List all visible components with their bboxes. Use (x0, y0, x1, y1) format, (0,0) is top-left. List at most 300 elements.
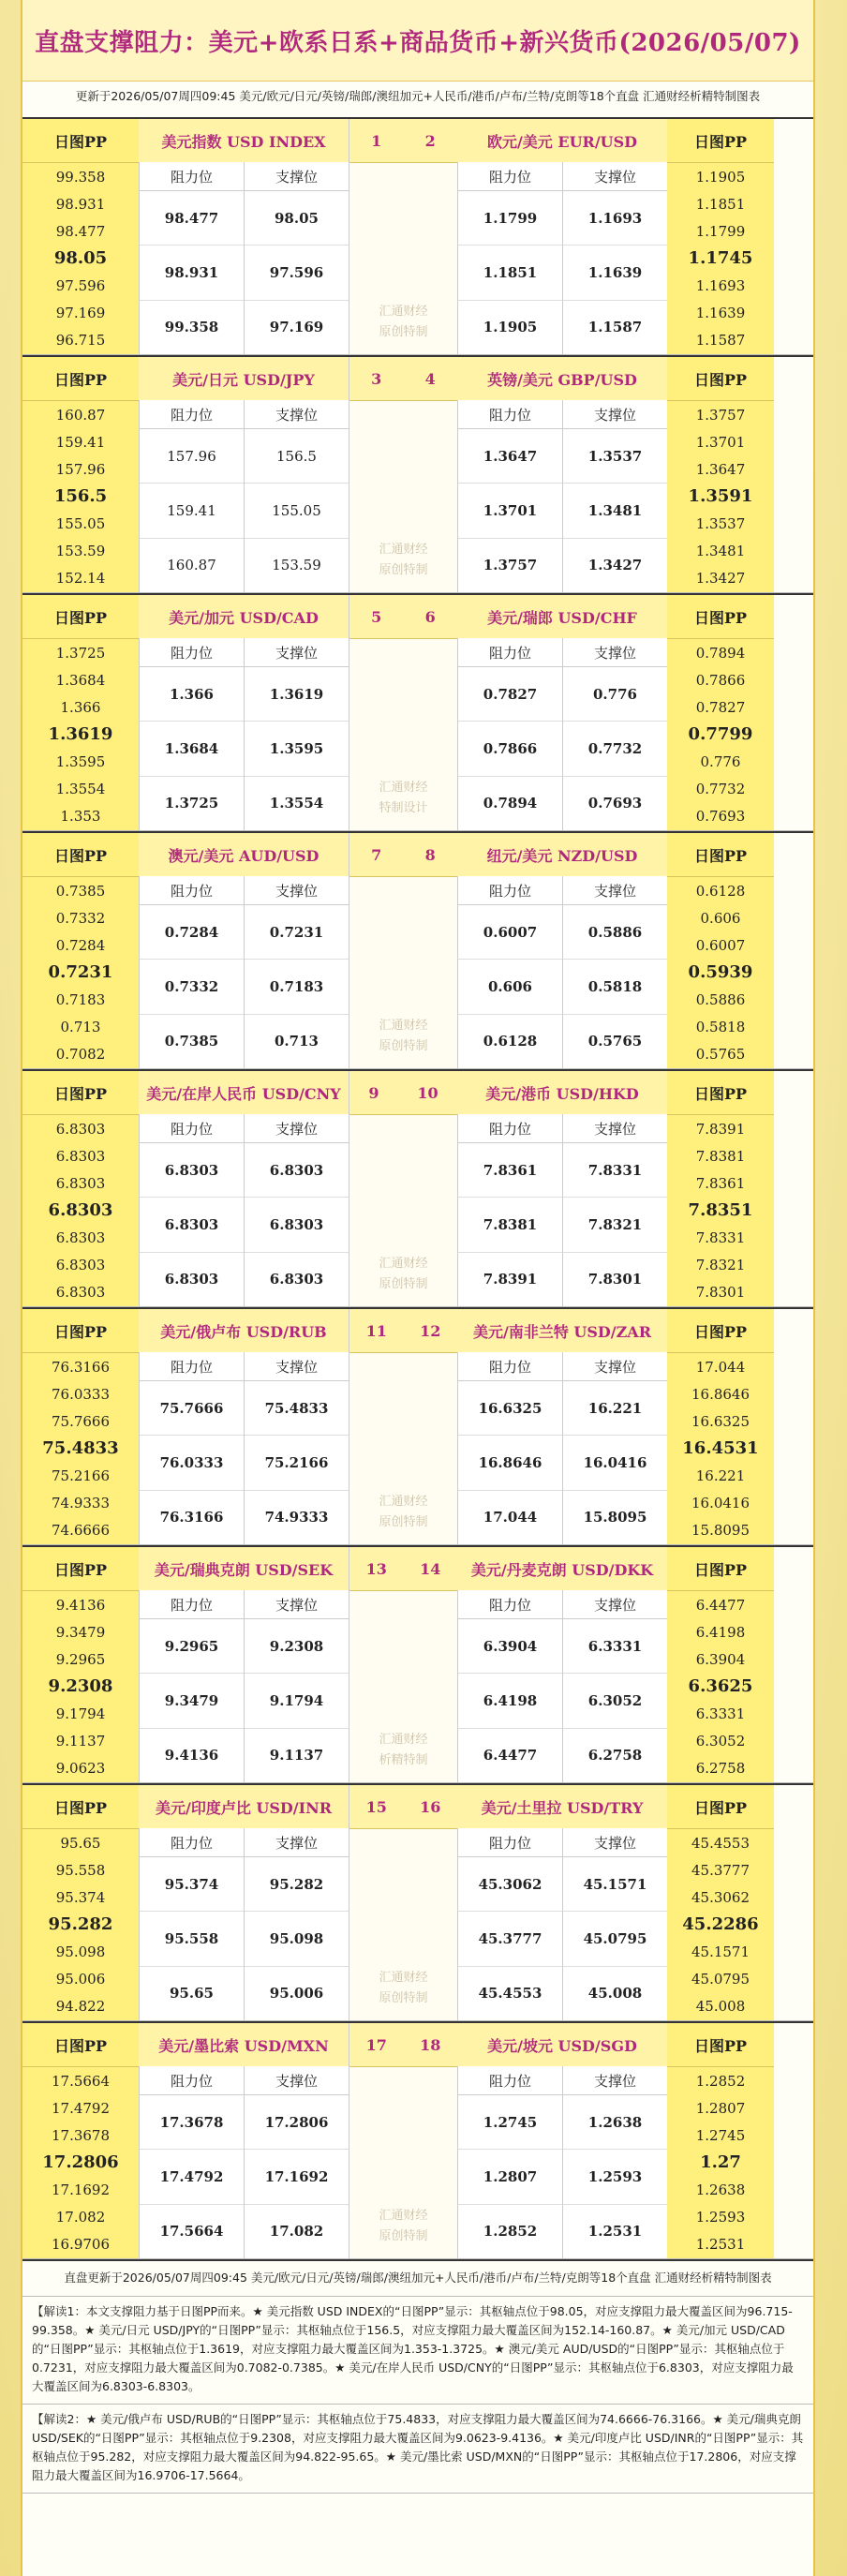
middle-column (349, 2023, 457, 2258)
support-value: 0.7183 (245, 960, 349, 1014)
resistance-value: 1.3647 (458, 429, 562, 484)
page-title: 直盘支撑阻力：美元+欧系日系+商品货币+新兴货币(2026/05/07) (22, 0, 813, 82)
resistance-label: 阻力位 (140, 162, 244, 191)
resistance-value: 1.1799 (458, 191, 562, 246)
pp-level-value: 1.3481 (695, 543, 746, 560)
pp-level-value: 7.8381 (695, 1147, 746, 1165)
support-value: 15.8095 (583, 1509, 647, 1526)
support-label: 支撑位 (563, 1590, 667, 1619)
support-value: 1.1693 (563, 191, 667, 246)
pp-level-value: 7.8391 (695, 1120, 746, 1138)
pair-name: 美元/瑞典克朗 USD/SEK (139, 1547, 349, 1591)
pp-level-value: 95.558 (55, 1861, 106, 1879)
watermark-text: 原创特制 (379, 1277, 428, 1291)
pp-level-value: 0.7732 (695, 781, 746, 798)
resistance-label: 阻力位 (140, 1828, 244, 1857)
pp-level-value: 7.8321 (695, 1257, 746, 1274)
pp-level-value: 74.9333 (51, 1495, 111, 1512)
support-label: 支撑位 (563, 2066, 667, 2095)
watermark-area (349, 1115, 457, 1306)
support-column (562, 638, 667, 830)
resistance-label: 阻力位 (458, 400, 562, 429)
pp-level-value: 74.6666 (51, 1522, 111, 1540)
pp-level-value: 6.4477 (695, 1596, 746, 1614)
right-pair-block (457, 595, 667, 830)
support-column (244, 638, 349, 830)
pp-header: 日图PP (667, 1309, 774, 1353)
pp-level-value: 6.3052 (695, 1733, 746, 1750)
support-value: 0.5818 (563, 960, 667, 1014)
pp-level-value: 16.221 (695, 1467, 746, 1485)
middle-column (349, 1309, 457, 1544)
support-value: 1.1639 (563, 246, 667, 300)
resistance-value: 0.7284 (140, 905, 244, 960)
pp-level-value: 6.8303 (55, 1174, 106, 1192)
pp-level-value: 1.3537 (695, 515, 746, 533)
pair-row (22, 117, 813, 355)
pp-level-value: 1.2745 (695, 2126, 746, 2144)
pp-level-value: 95.65 (60, 1834, 101, 1852)
pivot-value: 9.2308 (48, 1676, 113, 1697)
watermark-text: 汇通财经 (379, 1495, 428, 1509)
resistance-value: 1.1851 (458, 246, 562, 300)
resistance-label: 阻力位 (140, 1352, 244, 1381)
resistance-label: 阻力位 (140, 2066, 244, 2095)
pair-numbers (349, 1309, 457, 1353)
support-label: 支撑位 (245, 876, 349, 905)
resistance-column (457, 1352, 562, 1544)
resistance-value: 6.4477 (483, 1747, 538, 1764)
pp-level-value: 153.59 (55, 543, 106, 560)
support-value: 74.9333 (264, 1509, 329, 1526)
resistance-value: 6.3904 (458, 1619, 562, 1674)
resistance-column (139, 876, 244, 1068)
pp-level-value: 98.931 (55, 195, 106, 213)
pair-number: 14 (420, 1559, 441, 1578)
right-pp-column (667, 119, 774, 354)
resistance-value: 1.3725 (164, 795, 219, 812)
support-value: 7.8321 (563, 1198, 667, 1252)
right-pair-block (457, 119, 667, 354)
watermark-text: 原创特制 (379, 2229, 428, 2243)
resistance-label: 阻力位 (140, 1590, 244, 1619)
pp-header: 日图PP (22, 1071, 139, 1115)
resistance-column (457, 1590, 562, 1782)
support-value: 17.1692 (245, 2150, 349, 2204)
support-value: 1.1587 (587, 319, 643, 336)
support-value: 75.4833 (245, 1381, 349, 1436)
pp-level-value: 76.0333 (51, 1385, 111, 1403)
support-label: 支撑位 (563, 1828, 667, 1857)
support-value: 45.0795 (563, 1912, 667, 1966)
resistance-value: 9.4136 (164, 1747, 219, 1764)
pp-level-value: 155.05 (55, 515, 106, 533)
support-label: 支撑位 (563, 1352, 667, 1381)
pp-header: 日图PP (667, 2023, 774, 2067)
pair-name: 美元/日元 USD/JPY (139, 357, 349, 401)
pp-level-value: 6.3331 (695, 1705, 746, 1723)
footer-note-2: 【解读2：★ 美元/俄卢布 USD/RUB的“日图PP”显示：其枢轴点位于75.4833，对应支撑阻力最大覆盖区间为74.6666-76.3166。★ 美元/瑞典克朗 USD/SEK的“日图PP”显示：其枢轴点位于9.2308，对应支撑阻力最大覆盖区间为9.0623-9.4136。★ 美元/印度卢比 USD/INR的“日图PP”显示：其枢轴点位于95.282，对应支撑阻力最大覆盖区间为94.822-95.65。★ 美元/墨比索 USD/MXN的“日图PP”显示：其枢轴点位于17.2806，对应支撑阻力最大覆盖区间为16.9706-17.5664。 (22, 2405, 813, 2494)
right-pp-column (667, 1785, 774, 2020)
pp-level-value: 1.2531 (695, 2236, 746, 2254)
watermark-text: 析精特制 (379, 1753, 428, 1767)
support-value: 6.8303 (245, 1143, 349, 1198)
watermark-text: 汇通财经 (379, 781, 428, 795)
support-column (562, 1352, 667, 1544)
resistance-value: 157.96 (140, 429, 244, 484)
pivot-value: 6.8303 (48, 1200, 113, 1221)
watermark-text: 汇通财经 (379, 1019, 428, 1033)
resistance-value: 0.7866 (458, 722, 562, 776)
pp-level-value: 94.822 (55, 1998, 106, 2016)
pp-level-value: 98.477 (55, 222, 106, 240)
pp-level-value: 45.3062 (691, 1888, 750, 1906)
left-pp-column (22, 119, 139, 354)
left-pp-column (22, 1547, 139, 1782)
support-column (562, 162, 667, 354)
support-value: 1.2593 (563, 2150, 667, 2204)
pp-level-value: 1.1905 (695, 168, 746, 186)
pp-level-value: 1.2593 (695, 2209, 746, 2226)
pair-name: 美元/港币 USD/HKD (457, 1071, 667, 1115)
left-pp-column (22, 357, 139, 592)
support-value: 45.1571 (563, 1857, 667, 1912)
left-pair-block (139, 1309, 349, 1544)
pp-level-value: 17.4792 (51, 2099, 111, 2117)
pp-level-value: 0.7827 (695, 698, 746, 716)
pp-level-value: 96.715 (55, 332, 106, 350)
right-pair-block (457, 833, 667, 1068)
support-value: 6.8303 (245, 1198, 349, 1252)
support-column (562, 1828, 667, 2020)
pp-level-value: 0.7866 (695, 671, 746, 689)
right-pp-column (667, 595, 774, 830)
pair-numbers (349, 1785, 457, 1829)
resistance-value: 0.6128 (483, 1033, 538, 1050)
pp-level-value: 6.4198 (695, 1623, 746, 1641)
pivot-value: 1.3591 (688, 486, 753, 507)
watermark-text: 特制设计 (379, 801, 428, 815)
resistance-label: 阻力位 (140, 638, 244, 667)
resistance-value: 1.3684 (140, 722, 244, 776)
support-label: 支撑位 (563, 162, 667, 191)
left-pair-block (139, 1547, 349, 1782)
support-value: 45.008 (587, 1985, 643, 2003)
support-value: 17.2806 (245, 2095, 349, 2150)
support-value: 0.7732 (563, 722, 667, 776)
pair-name: 美元/在岸人民币 USD/CNY (139, 1071, 349, 1115)
pp-level-value: 45.1571 (691, 1943, 750, 1961)
support-value: 1.3554 (269, 795, 324, 812)
pp-level-value: 6.8303 (55, 1229, 106, 1247)
watermark-area (349, 163, 457, 354)
pp-level-value: 9.4136 (55, 1596, 106, 1614)
support-label: 支撑位 (245, 638, 349, 667)
pp-level-value: 99.358 (55, 168, 106, 186)
support-value: 7.8301 (587, 1271, 643, 1288)
resistance-column (457, 2066, 562, 2258)
pp-level-value: 16.8646 (691, 1385, 750, 1403)
pair-name: 美元/瑞郎 USD/CHF (457, 595, 667, 639)
pp-level-value: 1.2852 (695, 2072, 746, 2090)
support-value: 6.3331 (563, 1619, 667, 1674)
right-pair-block (457, 1071, 667, 1306)
right-pair-block (457, 357, 667, 592)
resistance-label: 阻力位 (140, 1114, 244, 1143)
pp-level-value: 6.2758 (695, 1760, 746, 1778)
resistance-label: 阻力位 (458, 1352, 562, 1381)
support-value: 7.8331 (563, 1143, 667, 1198)
resistance-value: 1.1905 (483, 319, 538, 336)
pp-level-value: 0.7183 (55, 991, 106, 1009)
support-value: 9.1794 (245, 1674, 349, 1728)
pp-header: 日图PP (667, 1547, 774, 1591)
pp-level-value: 1.1851 (695, 195, 746, 213)
watermark-area (349, 1829, 457, 2020)
pp-level-value: 0.7894 (695, 644, 746, 662)
pp-level-value: 0.7284 (55, 936, 106, 954)
pp-header: 日图PP (667, 595, 774, 639)
pair-row (22, 1307, 813, 1545)
right-pair-block (457, 2023, 667, 2258)
left-pp-column (22, 1309, 139, 1544)
pair-name: 英镑/美元 GBP/USD (457, 357, 667, 401)
support-label: 支撑位 (245, 400, 349, 429)
pivot-value: 16.4531 (682, 1438, 759, 1459)
left-pp-column (22, 2023, 139, 2258)
pp-level-value: 76.3166 (51, 1358, 111, 1376)
pp-level-value: 0.6007 (695, 936, 746, 954)
pair-number: 3 (371, 369, 382, 388)
resistance-value: 1.366 (140, 667, 244, 722)
pp-level-value: 95.006 (55, 1971, 106, 1988)
resistance-column (139, 1828, 244, 2020)
pp-level-value: 0.5818 (695, 1019, 746, 1036)
support-column (244, 162, 349, 354)
left-pp-column (22, 1071, 139, 1306)
resistance-value: 159.41 (140, 484, 244, 538)
pp-level-value: 1.1587 (695, 332, 746, 350)
pp-level-value: 45.0795 (691, 1971, 750, 1988)
support-label: 支撑位 (245, 2066, 349, 2095)
watermark-area (349, 1591, 457, 1782)
resistance-column (139, 1590, 244, 1782)
pp-level-value: 9.2965 (55, 1650, 106, 1668)
middle-column (349, 1785, 457, 2020)
resistance-value: 17.5664 (159, 2223, 224, 2241)
resistance-value: 95.65 (170, 1985, 214, 2003)
pp-level-value: 0.776 (700, 753, 741, 771)
footer-update: 直盘更新于2026/05/07周四09:45 美元/欧元/日元/英镑/瑞郎/澳纽加元+人民币/港币/卢布/兰特/克朗等18个直盘 汇通财经析精特制图表 (22, 2259, 813, 2297)
support-column (562, 1590, 667, 1782)
resistance-value: 1.3701 (458, 484, 562, 538)
pp-level-value: 9.0623 (55, 1760, 106, 1778)
support-value: 0.713 (275, 1033, 319, 1050)
pp-level-value: 0.713 (60, 1019, 101, 1036)
pair-name: 美元指数 USD INDEX (139, 119, 349, 163)
right-pair-block (457, 1785, 667, 2020)
pp-level-value: 16.0416 (691, 1495, 750, 1512)
pair-name: 美元/坡元 USD/SGD (457, 2023, 667, 2067)
middle-column (349, 1071, 457, 1306)
footer (22, 2259, 813, 2494)
pair-numbers (349, 119, 457, 163)
pp-level-value: 15.8095 (691, 1522, 750, 1540)
support-value: 95.282 (245, 1857, 349, 1912)
resistance-value: 1.2745 (458, 2095, 562, 2150)
pair-numbers (349, 595, 457, 639)
resistance-label: 阻力位 (458, 1590, 562, 1619)
pp-level-value: 1.3595 (55, 753, 106, 771)
pp-level-value: 6.8303 (55, 1284, 106, 1302)
resistance-value: 17.3678 (140, 2095, 244, 2150)
left-pp-column (22, 595, 139, 830)
pp-level-value: 1.366 (60, 698, 101, 716)
resistance-value: 6.8303 (140, 1198, 244, 1252)
left-pair-block (139, 119, 349, 354)
pair-row (22, 1783, 813, 2021)
resistance-label: 阻力位 (458, 1114, 562, 1143)
resistance-value: 1.3757 (483, 557, 538, 574)
resistance-label: 阻力位 (458, 1828, 562, 1857)
support-value: 9.2308 (245, 1619, 349, 1674)
watermark-area (349, 401, 457, 592)
support-value: 0.7231 (245, 905, 349, 960)
resistance-value: 75.7666 (140, 1381, 244, 1436)
pair-number: 18 (420, 2035, 441, 2054)
support-value: 153.59 (272, 557, 321, 574)
resistance-column (139, 1114, 244, 1306)
pp-level-value: 0.7332 (55, 909, 106, 927)
resistance-value: 95.374 (140, 1857, 244, 1912)
resistance-value: 0.7894 (483, 795, 538, 812)
resistance-label: 阻力位 (458, 876, 562, 905)
pivot-value: 75.4833 (42, 1438, 119, 1459)
support-label: 支撑位 (245, 162, 349, 191)
pair-number: 11 (365, 1321, 387, 1340)
page-subtitle: 更新于2026/05/07周四09:45 美元/欧元/日元/英镑/瑞郎/澳纽加元+人民币/港币/卢布/兰特/克朗等18个直盘 汇通财经析精特制图表 (75, 89, 761, 103)
pair-numbers (349, 357, 457, 401)
resistance-value: 7.8361 (458, 1143, 562, 1198)
support-value: 0.776 (563, 667, 667, 722)
pair-number: 13 (365, 1559, 387, 1578)
resistance-value: 0.6007 (458, 905, 562, 960)
support-label: 支撑位 (563, 1114, 667, 1143)
pp-level-value: 1.3725 (55, 644, 106, 662)
watermark-text: 原创特制 (379, 1039, 428, 1053)
pair-number: 10 (417, 1083, 438, 1102)
resistance-value: 9.3479 (140, 1674, 244, 1728)
pp-header: 日图PP (667, 357, 774, 401)
watermark-text: 汇通财经 (379, 543, 428, 557)
resistance-column (457, 162, 562, 354)
pair-row (22, 1545, 813, 1783)
resistance-value: 0.7332 (140, 960, 244, 1014)
middle-column (349, 119, 457, 354)
resistance-column (457, 876, 562, 1068)
resistance-value: 6.4198 (458, 1674, 562, 1728)
pp-level-value: 1.3554 (55, 781, 106, 798)
pair-name: 美元/丹麦克朗 USD/DKK (457, 1547, 667, 1591)
pair-numbers (349, 1071, 457, 1115)
resistance-value: 99.358 (164, 319, 219, 336)
resistance-value: 1.2852 (483, 2223, 538, 2241)
pp-level-value: 1.1639 (695, 305, 746, 322)
support-column (562, 2066, 667, 2258)
resistance-label: 阻力位 (140, 876, 244, 905)
pair-number: 7 (371, 845, 382, 864)
support-column (244, 876, 349, 1068)
resistance-column (457, 1828, 562, 2020)
support-value: 95.006 (269, 1985, 324, 2003)
resistance-column (457, 1114, 562, 1306)
pp-level-value: 17.5664 (51, 2072, 111, 2090)
support-value: 156.5 (245, 429, 349, 484)
resistance-column (139, 162, 244, 354)
pp-level-value: 45.3777 (691, 1861, 750, 1879)
resistance-label: 阻力位 (140, 400, 244, 429)
watermark-text: 汇通财经 (379, 305, 428, 319)
support-value: 1.3537 (563, 429, 667, 484)
support-value: 1.2638 (563, 2095, 667, 2150)
watermark-area (349, 1353, 457, 1544)
resistance-value: 0.7385 (164, 1033, 219, 1050)
resistance-value: 98.477 (140, 191, 244, 246)
left-pair-block (139, 2023, 349, 2258)
resistance-value: 16.6325 (458, 1381, 562, 1436)
resistance-column (139, 638, 244, 830)
pp-level-value: 75.7666 (51, 1412, 111, 1430)
pp-level-value: 17.044 (695, 1358, 746, 1376)
left-pair-block (139, 833, 349, 1068)
pp-level-value: 1.2807 (695, 2099, 746, 2117)
support-column (244, 1590, 349, 1782)
pair-number: 8 (424, 845, 436, 864)
pp-level-value: 0.5886 (695, 991, 746, 1009)
resistance-value: 17.4792 (140, 2150, 244, 2204)
support-value: 1.3427 (587, 557, 643, 574)
right-pp-column (667, 1547, 774, 1782)
pp-level-value: 1.3757 (695, 406, 746, 424)
support-column (244, 1114, 349, 1306)
resistance-label: 阻力位 (458, 638, 562, 667)
pair-name: 纽元/美元 NZD/USD (457, 833, 667, 877)
pair-number: 16 (420, 1797, 441, 1816)
pp-level-value: 0.7385 (55, 882, 106, 900)
pair-name: 澳元/美元 AUD/USD (139, 833, 349, 877)
pair-name: 美元/印度卢比 USD/INR (139, 1785, 349, 1829)
middle-column (349, 833, 457, 1068)
support-column (244, 2066, 349, 2258)
resistance-column (457, 400, 562, 592)
support-value: 0.5886 (563, 905, 667, 960)
pp-level-value: 1.2638 (695, 2181, 746, 2199)
page-frame (21, 0, 815, 2576)
resistance-value: 45.3777 (458, 1912, 562, 1966)
pp-header: 日图PP (667, 1071, 774, 1115)
pp-level-value: 75.2166 (51, 1467, 111, 1485)
pp-header: 日图PP (22, 119, 139, 163)
pivot-value: 1.3619 (48, 724, 113, 745)
watermark-text: 汇通财经 (379, 1733, 428, 1747)
support-value: 98.05 (245, 191, 349, 246)
pp-level-value: 7.8301 (695, 1284, 746, 1302)
pp-level-value: 7.8331 (695, 1229, 746, 1247)
support-column (562, 400, 667, 592)
pp-header: 日图PP (22, 1547, 139, 1591)
support-value: 97.169 (269, 319, 324, 336)
support-column (244, 1352, 349, 1544)
